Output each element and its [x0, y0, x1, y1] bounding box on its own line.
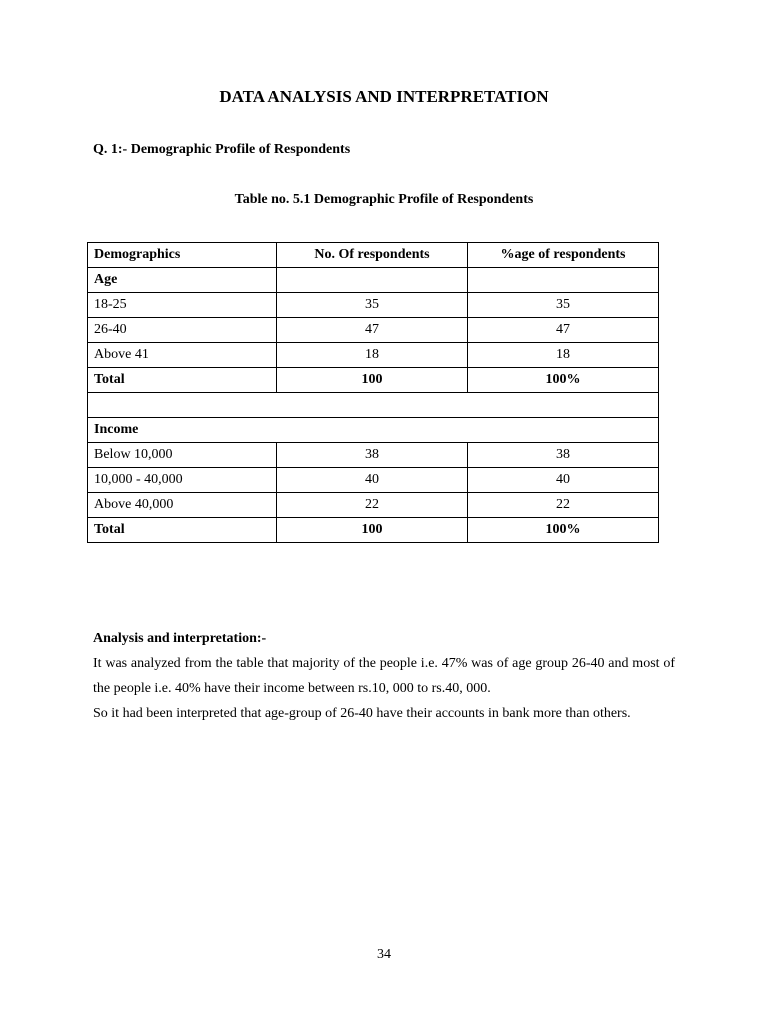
demographic-table [87, 242, 659, 543]
row-count: 47 [277, 318, 468, 343]
total-percent: 100% [468, 518, 659, 543]
empty-cell [277, 268, 468, 293]
age-total-row [88, 368, 659, 393]
analysis-paragraph: It was analyzed from the table that majority of the people i.e. 47% was of age group 26-40 and most of the people i.e. 40% have their income between rs.10, 000 to rs.40, 000. [93, 656, 675, 696]
row-percent: 38 [468, 443, 659, 468]
question-heading: Q. 1:- Demographic Profile of Respondents [93, 142, 351, 157]
row-label: 26-40 [88, 318, 277, 343]
table-row [88, 493, 659, 518]
row-count: 18 [277, 343, 468, 368]
row-count: 40 [277, 468, 468, 493]
row-label: Below 10,000 [88, 443, 277, 468]
table-row [88, 318, 659, 343]
empty-cell [468, 268, 659, 293]
analysis-section [93, 626, 675, 726]
total-label: Total [88, 518, 277, 543]
row-percent: 47 [468, 318, 659, 343]
income-total-row [88, 518, 659, 543]
row-count: 22 [277, 493, 468, 518]
row-label: Above 41 [88, 343, 277, 368]
total-label: Total [88, 368, 277, 393]
row-count: 35 [277, 293, 468, 318]
age-section-row [88, 268, 659, 293]
table-caption: Table no. 5.1 Demographic Profile of Respondents [234, 192, 534, 207]
table-header-row [88, 243, 659, 268]
table-row [88, 343, 659, 368]
interpretation-paragraph: So it had been interpreted that age-group of 26-40 have their accounts in bank more than others. [93, 706, 631, 721]
row-label: Above 40,000 [88, 493, 277, 518]
total-count: 100 [277, 368, 468, 393]
page-title: DATA ANALYSIS AND INTERPRETATION [219, 87, 549, 106]
row-label: 18-25 [88, 293, 277, 318]
total-count: 100 [277, 518, 468, 543]
header-demographics: Demographics [88, 243, 277, 268]
row-percent: 22 [468, 493, 659, 518]
analysis-heading: Analysis and interpretation:- [93, 631, 267, 646]
age-section-label: Age [88, 268, 277, 293]
table-row [88, 443, 659, 468]
income-section-label: Income [88, 418, 659, 443]
spacer-cell [88, 393, 659, 418]
row-count: 38 [277, 443, 468, 468]
page-number: 34 [377, 947, 391, 962]
spacer-row [88, 393, 659, 418]
row-label: 10,000 - 40,000 [88, 468, 277, 493]
row-percent: 18 [468, 343, 659, 368]
row-percent: 40 [468, 468, 659, 493]
income-section-row [88, 418, 659, 443]
total-percent: 100% [468, 368, 659, 393]
table-row [88, 468, 659, 493]
row-percent: 35 [468, 293, 659, 318]
header-respondent-count: No. Of respondents [277, 243, 468, 268]
table-row [88, 293, 659, 318]
header-respondent-percent: %age of respondents [468, 243, 659, 268]
